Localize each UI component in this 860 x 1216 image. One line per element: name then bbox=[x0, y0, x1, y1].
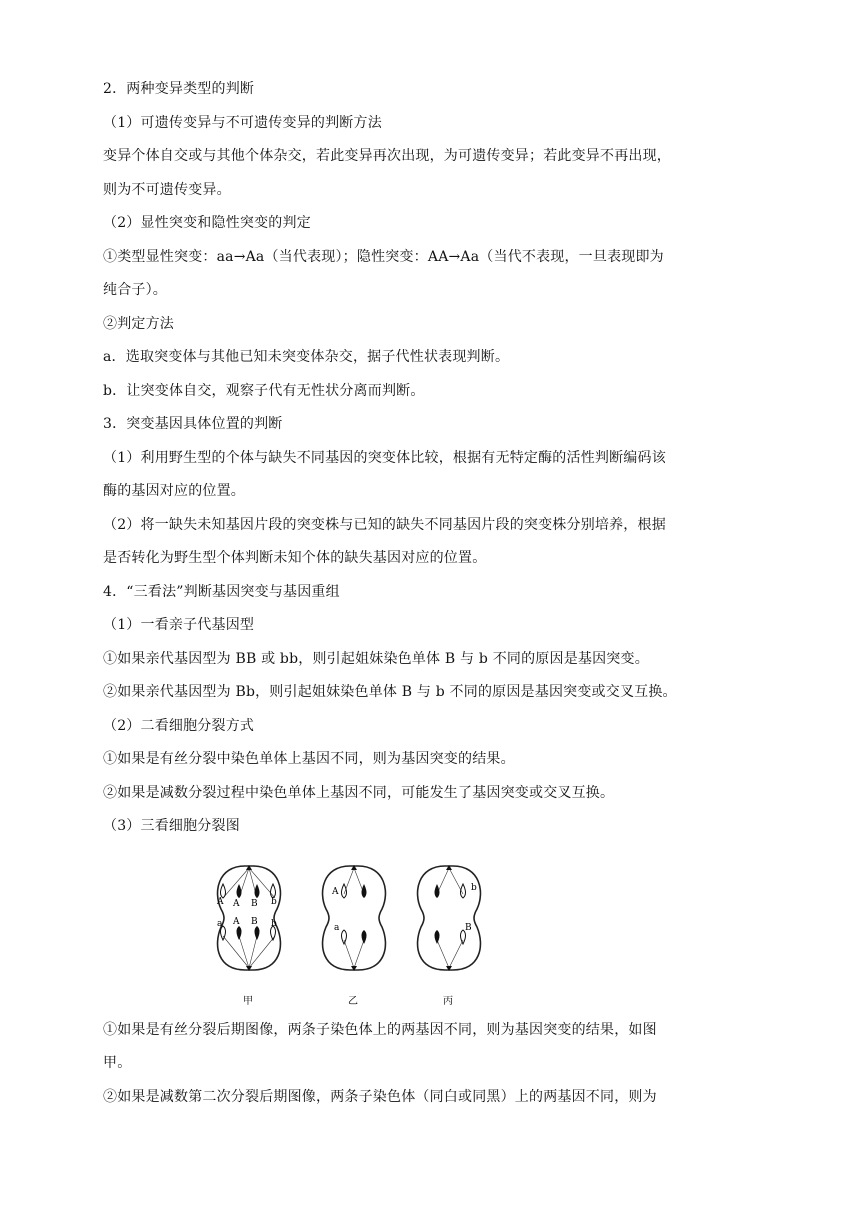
gene-label: B bbox=[251, 916, 258, 927]
text-line: ②如果亲代基因型为 Bb，则引起姐妹染色单体 B 与 b 不同的原因是基因突变或交叉互换。 bbox=[103, 684, 677, 700]
text-line: 变异个体自交或与其他个体杂交，若此变异再次出现，为可遗传变异；若此变异不再出现， bbox=[103, 148, 671, 164]
gene-label: A bbox=[233, 898, 240, 909]
text-line: （1）可遗传变异与不可遗传变异的判断方法 bbox=[103, 114, 382, 131]
cell-bing bbox=[418, 865, 481, 971]
caption-yi: 乙 bbox=[348, 995, 358, 1007]
cell-yi bbox=[323, 865, 386, 971]
caption-jia: 甲 bbox=[243, 995, 253, 1007]
text-line: ①如果亲代基因型为 BB 或 bb，则引起姐妹染色单体 B 与 b 不同的原因是基因突变。 bbox=[103, 650, 649, 667]
text-line: 是否转化为野生型个体判断未知个体的缺失基因对应的位置。 bbox=[103, 550, 487, 566]
text-line: （1）一看亲子代基因型 bbox=[103, 617, 255, 633]
cell-division-diagrams bbox=[103, 854, 703, 1016]
text-line: ①如果是有丝分裂后期图像，两条子染色体上的两基因不同，则为基因突变的结果，如图 bbox=[103, 1021, 657, 1038]
document-page bbox=[103, 79, 703, 1120]
text-line: （2）显性突变和隐性突变的判定 bbox=[103, 215, 311, 231]
text-block-after-figure bbox=[103, 1020, 703, 1121]
text-line: ②如果是减数分裂过程中染色单体上基因不同，可能发生了基因突变或交叉互换。 bbox=[103, 784, 615, 801]
gene-label: b bbox=[271, 896, 277, 907]
gene-label: b bbox=[471, 882, 477, 893]
gene-label: B bbox=[465, 922, 472, 933]
gene-label: A bbox=[332, 886, 339, 897]
gene-label: b bbox=[271, 918, 277, 929]
gene-label: a bbox=[217, 918, 223, 929]
cell-division-figure bbox=[103, 854, 703, 1016]
text-line: 3．突变基因具体位置的判断 bbox=[103, 416, 283, 432]
gene-label: B bbox=[251, 898, 258, 909]
text-line: 4．“三看法”判断基因突变与基因重组 bbox=[103, 583, 340, 600]
caption-bing: 丙 bbox=[443, 995, 453, 1007]
text-line: （3）三看细胞分裂图 bbox=[103, 818, 240, 834]
text-line: 纯合子）。 bbox=[103, 282, 167, 298]
text-line: ①如果是有丝分裂中染色单体上基因不同，则为基因突变的结果。 bbox=[103, 751, 515, 767]
text-line: a．选取突变体与其他已知未突变体杂交，据子代性状表现判断。 bbox=[103, 349, 510, 365]
gene-label: A bbox=[233, 916, 240, 927]
text-block-before-figure bbox=[103, 79, 703, 850]
text-line: （2）将一缺失未知基因片段的突变株与已知的缺失不同基因片段的突变株分别培养，根据 bbox=[103, 516, 666, 533]
text-line: ②如果是减数第二次分裂后期图像，两条子染色体（同白或同黑）上的两基因不同，则为 bbox=[103, 1088, 657, 1105]
cell-jia bbox=[216, 865, 280, 971]
text-line: 甲。 bbox=[103, 1055, 132, 1071]
gene-label: a bbox=[334, 922, 340, 933]
gene-label: A bbox=[217, 896, 224, 907]
text-line: 2．两种变异类型的判断 bbox=[103, 81, 255, 97]
text-line: 则为不可遗传变异。 bbox=[103, 181, 231, 198]
text-line: 酶的基因对应的位置。 bbox=[103, 483, 245, 499]
text-line: ①类型显性突变：aa→Aa（当代表现）；隐性突变：AA→Aa（当代不表现，一旦表现即为 bbox=[103, 248, 664, 265]
text-line: b．让突变体自交，观察子代有无性状分离而判断。 bbox=[103, 382, 425, 399]
text-line: （1）利用野生型的个体与缺失不同基因的突变体比较，根据有无特定酶的活性判断编码该 bbox=[103, 449, 666, 466]
text-line: （2）二看细胞分裂方式 bbox=[103, 717, 255, 734]
text-line: ②判定方法 bbox=[103, 315, 174, 332]
